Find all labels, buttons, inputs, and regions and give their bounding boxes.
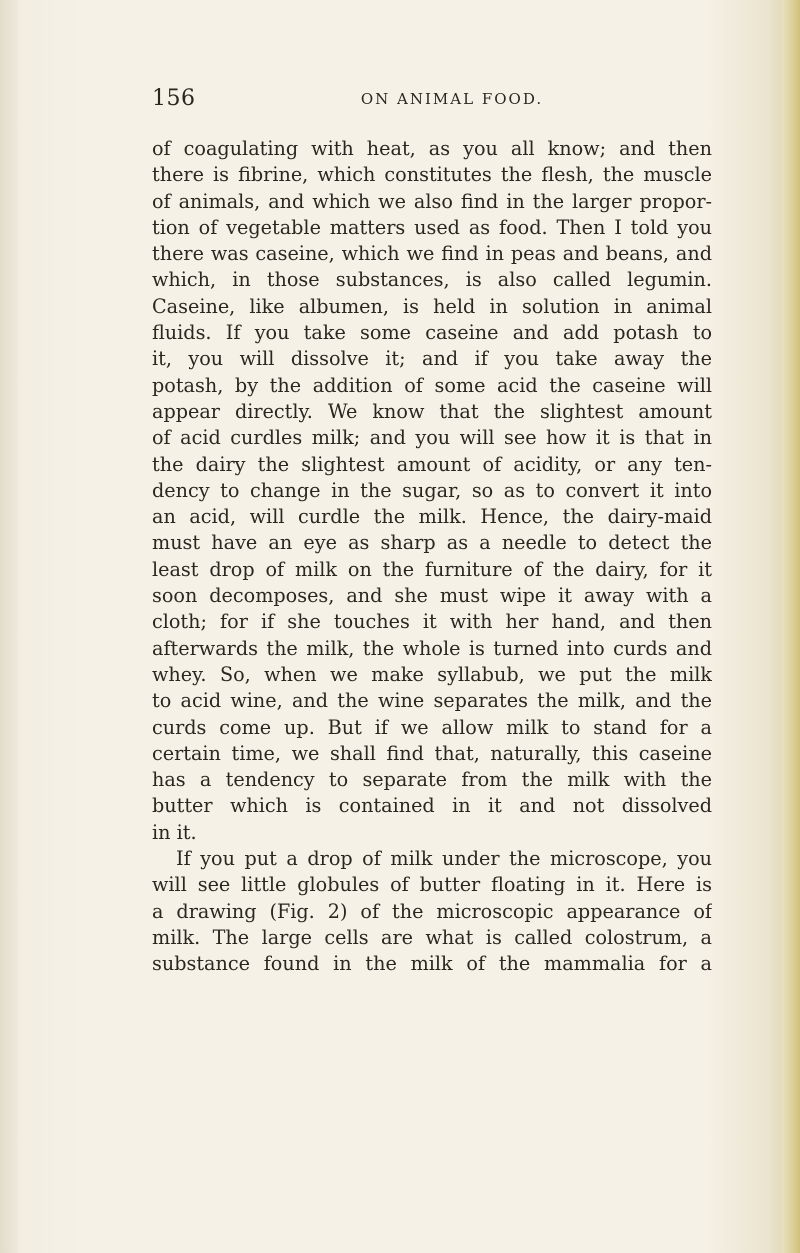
text-line: it, you will dissolve it; and if you take away the (152, 347, 712, 371)
page-edge (782, 0, 800, 1253)
text-line: an acid, will curdle the milk. Hence, the dairy-maid (152, 505, 712, 529)
text-line: milk. The large cells are what is called colostrum, a (152, 925, 712, 949)
text-line: there was caseine, which we find in peas and beans, and (152, 242, 712, 266)
text-line: a drawing (Fig. 2) of the microscopic appearance of (152, 899, 712, 923)
text-line: substance found in the milk of the mammalia for a (152, 952, 712, 976)
text-line: of coagulating with heat, as you all know; and then (152, 137, 712, 160)
text-line: dency to change in the sugar, so as to convert it into (152, 478, 712, 502)
text-line: tion of vegetable matters used as food. Then I told you (152, 215, 712, 239)
text-line: Caseine, like albumen, is held in solution in animal (152, 294, 712, 318)
text-line: soon decomposes, and she must wipe it away with a (152, 584, 712, 608)
text-line: of animals, and which we also find in the larger propor- (152, 189, 712, 213)
text-line: certain time, we shall find that, naturally, this caseine (152, 741, 712, 765)
text-line: which, in those substances, is also called legumin. (152, 268, 712, 292)
paragraph-start-line: If you put a drop of milk under the microscope, you (176, 847, 712, 871)
body-text (152, 136, 712, 978)
text-line: of acid curdles milk; and you will see how it is that in (152, 426, 712, 450)
text-line: butter which is contained in it and not dissolved (152, 794, 712, 818)
text-line: fluids. If you take some caseine and add potash to (152, 321, 712, 345)
page-gutter (0, 0, 18, 1253)
text-line: appear directly. We know that the slightest amount (152, 399, 712, 423)
text-line: whey. So, when we make syllabub, we put the milk (152, 662, 712, 686)
paragraph-end-line: in it. (152, 820, 197, 844)
running-title: ON ANIMAL FOOD. (360, 90, 544, 108)
text-line: cloth; for if she touches it with her hand, and then (152, 610, 712, 634)
page-number: 156 (152, 86, 196, 111)
text-line: curds come up. But if we allow milk to stand for a (152, 715, 712, 739)
text-line: potash, by the addition of some acid the caseine will (152, 373, 712, 397)
text-line: to acid wine, and the wine separates the milk, and the (152, 689, 712, 713)
text-line: there is fibrine, which constitutes the flesh, the muscle (152, 163, 712, 187)
text-line: the dairy the slightest amount of acidity, or any ten- (152, 452, 712, 476)
text-line: will see little globules of butter floating in it. Here is (152, 873, 712, 897)
text-line: has a tendency to separate from the milk with the (152, 768, 712, 792)
text-line: must have an eye as sharp as a needle to detect the (152, 531, 712, 555)
page-header (152, 86, 712, 120)
text-line: afterwards the milk, the whole is turned into curds and (152, 636, 712, 660)
text-line: least drop of milk on the furniture of the dairy, for it (152, 557, 712, 581)
